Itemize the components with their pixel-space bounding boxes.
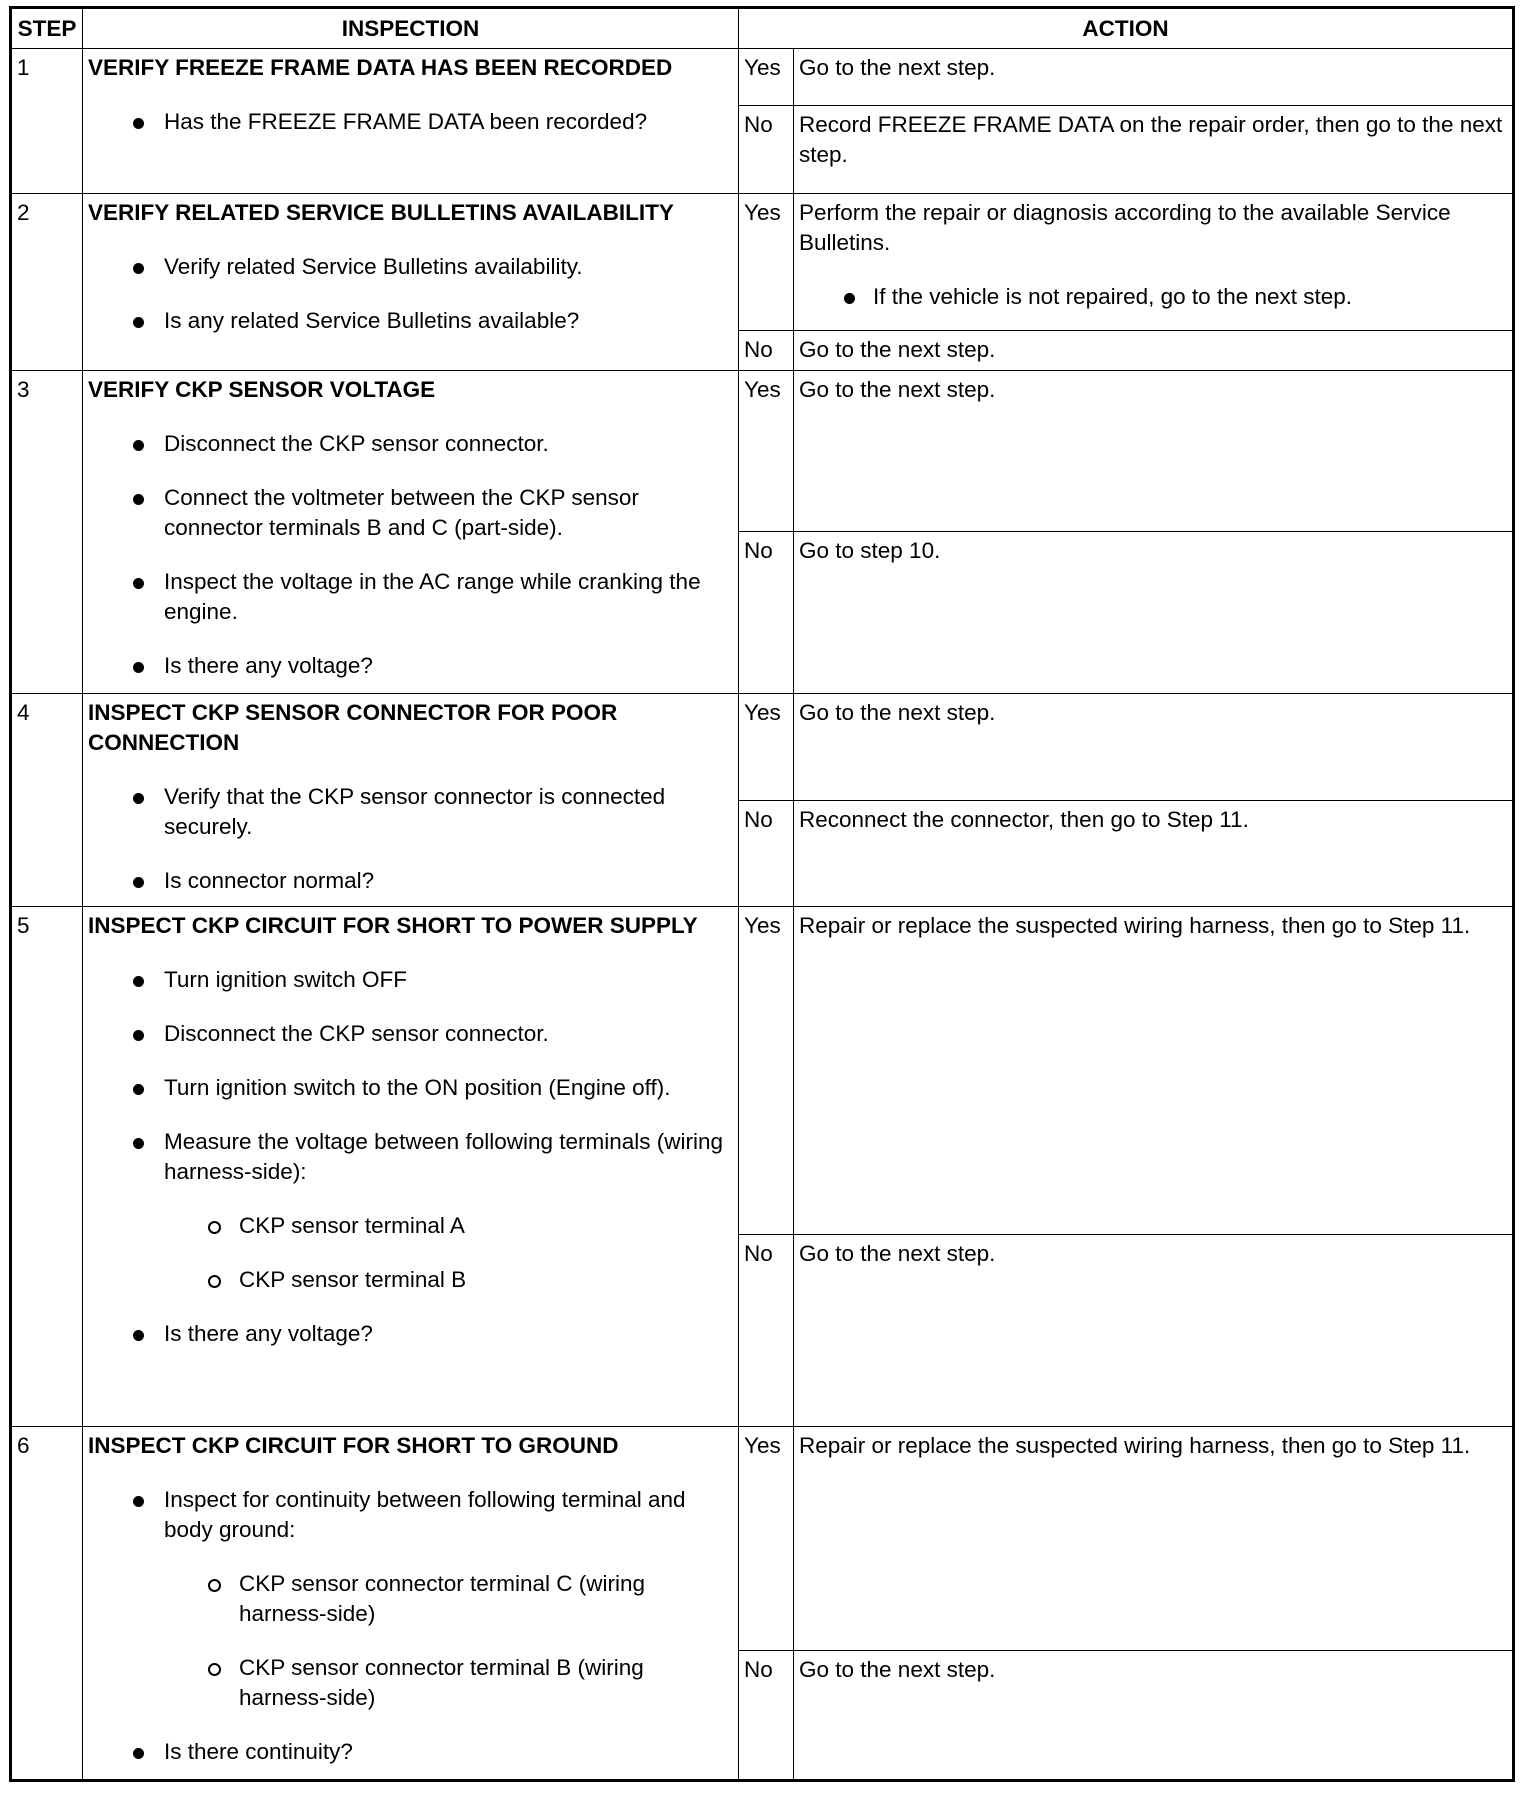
- no-label: No: [739, 331, 794, 371]
- sub-item: [164, 1653, 732, 1713]
- inspection-item: [88, 1485, 732, 1713]
- yes-action-cell: [794, 194, 1514, 331]
- sub-list: [164, 1211, 732, 1295]
- inspection-list: [88, 1485, 732, 1767]
- diagnostic-table: [9, 6, 1515, 1782]
- step-title: VERIFY RELATED SERVICE BULLETINS AVAILABILITY: [88, 200, 674, 225]
- inspection-item: [88, 782, 732, 842]
- step-title: INSPECT CKP CIRCUIT FOR SHORT TO GROUND: [88, 1433, 619, 1458]
- item-text: If the vehicle is not repaired, go to the next step.: [873, 284, 1353, 309]
- bullet-icon: [133, 494, 144, 505]
- bullet-icon: [133, 976, 144, 987]
- bullet-icon: [844, 293, 855, 304]
- inspection-cell: [83, 371, 739, 694]
- no-label: No: [739, 1651, 794, 1781]
- yes-action: Go to the next step.: [794, 371, 1514, 532]
- step-row-5-yes: [11, 907, 1514, 1235]
- bullet-icon: [133, 317, 144, 328]
- step-title: INSPECT CKP CIRCUIT FOR SHORT TO POWER SUPPLY: [88, 913, 698, 938]
- inspection-item: [88, 483, 732, 543]
- item-text: CKP sensor connector terminal B (wiring harness-side): [239, 1655, 644, 1710]
- item-text: CKP sensor terminal B: [239, 1267, 467, 1292]
- inspection-item: [88, 107, 732, 137]
- inspection-cell: [83, 194, 739, 371]
- inspection-item: [88, 306, 732, 336]
- no-action: Reconnect the connector, then go to Step 11.: [794, 801, 1514, 907]
- circle-bullet-icon: [208, 1663, 221, 1676]
- item-text: CKP sensor connector terminal C (wiring harness-side): [239, 1571, 645, 1626]
- circle-bullet-icon: [208, 1221, 221, 1234]
- yes-label: Yes: [739, 49, 794, 106]
- bullet-icon: [133, 793, 144, 804]
- step-number: 3: [11, 371, 83, 694]
- item-text: Has the FREEZE FRAME DATA been recorded?: [164, 109, 648, 134]
- item-text: Disconnect the CKP sensor connector.: [164, 1021, 549, 1046]
- header-action: ACTION: [739, 8, 1514, 49]
- action-sub-list: [799, 282, 1506, 312]
- inspection-cell: [83, 49, 739, 194]
- inspection-cell: [83, 1427, 739, 1781]
- no-action: Go to step 10.: [794, 532, 1514, 694]
- yes-action: Go to the next step.: [794, 49, 1514, 106]
- bullet-icon: [133, 1138, 144, 1149]
- bullet-icon: [133, 662, 144, 673]
- item-text: Inspect the voltage in the AC range while cranking the engine.: [164, 569, 701, 624]
- step-row-4-yes: [11, 694, 1514, 801]
- inspection-item: [88, 965, 732, 995]
- bullet-icon: [133, 1084, 144, 1095]
- yes-action: Perform the repair or diagnosis according to the available Service Bulletins.: [799, 200, 1451, 255]
- inspection-cell: [83, 694, 739, 907]
- diagnostic-page: [9, 6, 1512, 1782]
- header-row: [11, 8, 1514, 49]
- item-text: Turn ignition switch OFF: [164, 967, 407, 992]
- item-text: Verify that the CKP sensor connector is connected securely.: [164, 784, 666, 839]
- item-text: Inspect for continuity between following terminal and body ground:: [164, 1487, 686, 1542]
- no-action: Record FREEZE FRAME DATA on the repair order, then go to the next step.: [794, 106, 1514, 194]
- step-title: VERIFY FREEZE FRAME DATA HAS BEEN RECORDED: [88, 55, 673, 80]
- item-text: Connect the voltmeter between the CKP sensor connector terminals B and C (part-side).: [164, 485, 639, 540]
- inspection-item: [88, 1737, 732, 1767]
- yes-label: Yes: [739, 907, 794, 1235]
- no-label: No: [739, 106, 794, 194]
- item-text: Is there any voltage?: [164, 1321, 373, 1346]
- inspection-item: [88, 1073, 732, 1103]
- bullet-icon: [133, 440, 144, 451]
- step-row-2-yes: [11, 194, 1514, 331]
- inspection-item: [88, 252, 732, 282]
- header-inspection: INSPECTION: [83, 8, 739, 49]
- step-number: 4: [11, 694, 83, 907]
- bullet-icon: [133, 1330, 144, 1341]
- item-text: Is any related Service Bulletins available?: [164, 308, 580, 333]
- inspection-cell: [83, 907, 739, 1427]
- inspection-item: [88, 1127, 732, 1295]
- step-number: 5: [11, 907, 83, 1427]
- no-label: No: [739, 801, 794, 907]
- bullet-icon: [133, 1748, 144, 1759]
- inspection-list: [88, 782, 732, 896]
- no-action: Go to the next step.: [794, 1651, 1514, 1781]
- item-text: Measure the voltage between following terminals (wiring harness-side):: [164, 1129, 724, 1184]
- bullet-icon: [133, 263, 144, 274]
- item-text: Disconnect the CKP sensor connector.: [164, 431, 549, 456]
- no-action: Go to the next step.: [794, 1235, 1514, 1427]
- yes-action: Go to the next step.: [794, 694, 1514, 801]
- inspection-item: [88, 429, 732, 459]
- step-title: VERIFY CKP SENSOR VOLTAGE: [88, 377, 436, 402]
- yes-label: Yes: [739, 694, 794, 801]
- no-label: No: [739, 532, 794, 694]
- step-row-1-yes: [11, 49, 1514, 106]
- circle-bullet-icon: [208, 1579, 221, 1592]
- inspection-item: [88, 866, 732, 896]
- step-number: 6: [11, 1427, 83, 1781]
- item-text: Verify related Service Bulletins availability.: [164, 254, 583, 279]
- sub-list: [164, 1569, 732, 1713]
- header-step: STEP: [11, 8, 83, 49]
- sub-item: [164, 1569, 732, 1629]
- no-label: No: [739, 1235, 794, 1427]
- sub-item: [164, 1265, 732, 1295]
- step-number: 2: [11, 194, 83, 371]
- item-text: Is connector normal?: [164, 868, 375, 893]
- bullet-icon: [133, 1496, 144, 1507]
- yes-label: Yes: [739, 371, 794, 532]
- sub-item: [164, 1211, 732, 1241]
- inspection-list: [88, 429, 732, 681]
- yes-action: Repair or replace the suspected wiring harness, then go to Step 11.: [794, 1427, 1514, 1651]
- bullet-icon: [133, 1030, 144, 1041]
- yes-label: Yes: [739, 194, 794, 331]
- bullet-icon: [133, 578, 144, 589]
- step-row-6-yes: [11, 1427, 1514, 1651]
- bullet-icon: [133, 118, 144, 129]
- step-row-3-yes: [11, 371, 1514, 532]
- bullet-icon: [133, 877, 144, 888]
- inspection-list: [88, 107, 732, 137]
- item-text: Is there any voltage?: [164, 653, 373, 678]
- step-number: 1: [11, 49, 83, 194]
- inspection-item: [88, 1019, 732, 1049]
- inspection-list: [88, 252, 732, 336]
- inspection-item: [88, 651, 732, 681]
- inspection-item: [88, 1319, 732, 1349]
- action-sub-item: [799, 282, 1506, 312]
- circle-bullet-icon: [208, 1275, 221, 1288]
- item-text: Turn ignition switch to the ON position (Engine off).: [164, 1075, 671, 1100]
- inspection-item: [88, 567, 732, 627]
- inspection-list: [88, 965, 732, 1349]
- item-text: CKP sensor terminal A: [239, 1213, 465, 1238]
- no-action: Go to the next step.: [794, 331, 1514, 371]
- yes-action: Repair or replace the suspected wiring harness, then go to Step 11.: [794, 907, 1514, 1235]
- item-text: Is there continuity?: [164, 1739, 353, 1764]
- yes-label: Yes: [739, 1427, 794, 1651]
- step-title: INSPECT CKP SENSOR CONNECTOR FOR POOR CONNECTION: [88, 700, 618, 755]
